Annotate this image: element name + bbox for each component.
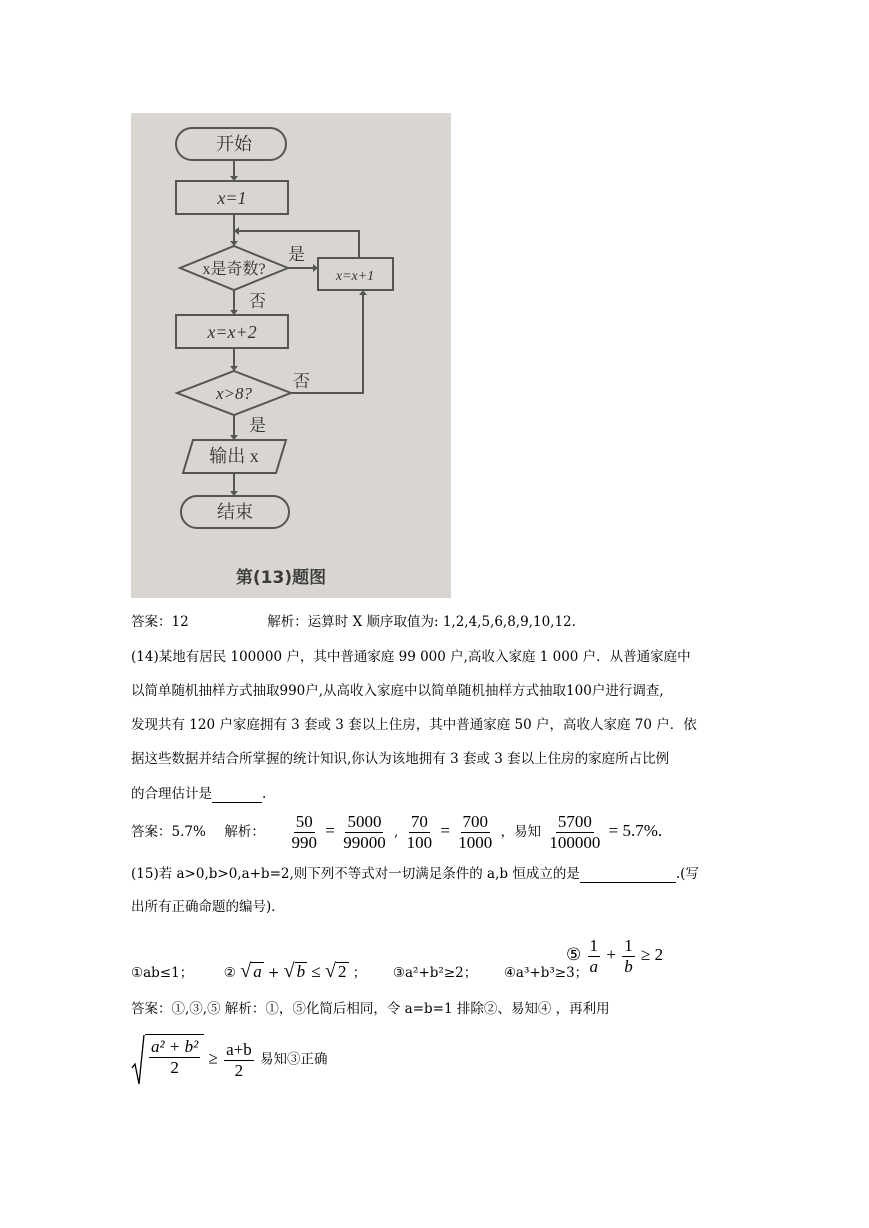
- no1-label: 否: [249, 292, 266, 311]
- yes2-label: 是: [249, 416, 266, 435]
- fraction-70-100: $\frac{70}{100}$: [406, 812, 433, 852]
- equals-2: =: [440, 821, 450, 840]
- sqrt-2: 2: [338, 962, 347, 981]
- option-1: ①ab≤1；: [131, 965, 194, 981]
- comma-yizhi: ，易知: [500, 824, 542, 840]
- cond2-label: x>8?: [215, 384, 253, 403]
- sqrt-a: a: [253, 962, 262, 981]
- option-4: ④a³+b³≥3；: [503, 965, 589, 981]
- plus-sign-5: +: [606, 945, 616, 964]
- q15-answer-line2: [131, 1034, 328, 1086]
- option-3: ③a²+b²≥2；: [392, 965, 478, 981]
- q13-answer: [131, 613, 576, 631]
- radical-sign: [131, 1034, 145, 1086]
- q14-line4: 据这些数据并结合所掌握的统计知识,你认为该地拥有 3 套或 3 套以上住房的家庭所占比例: [131, 751, 670, 767]
- output-label: 输出 x: [209, 446, 259, 466]
- geq-2: ≥ 2: [641, 945, 664, 964]
- q15-line1-text: (15)若 a>0,b>0,a+b=2,则下列不等式对一切满足条件的 a,b 恒成立的是: [131, 866, 580, 882]
- q15-answer-blank: [580, 864, 676, 883]
- fraction-1-a: $\frac{1}{a}$: [589, 936, 599, 976]
- q15-options: [131, 962, 588, 982]
- q14-answer-blank: [212, 784, 262, 803]
- q13-analysis: 解析：运算时 X 顺序取值为: 1,2,4,5,6,8,9,10,12.: [267, 614, 576, 630]
- end-label: 结束: [217, 502, 253, 522]
- q15-answer-line1: 答案：①,③,⑤ 解析：①，⑤化简后相同，令 a=b=1 排除②、易知④ ，再利用: [131, 1001, 610, 1017]
- fraction-a-plus-b: $\frac{a+b}{2}$: [226, 1039, 252, 1080]
- q14-answer: [131, 812, 662, 853]
- q14-line2: 以简单随机抽样方式抽取990户,从高收入家庭中以简单随机抽样方式抽取100户进行调查,: [131, 683, 664, 699]
- side-label: x=x+1: [335, 269, 375, 284]
- q14-line5: [131, 784, 266, 803]
- flowchart-diagram: [131, 113, 451, 598]
- q14-answer-label: 答案：5.7%: [131, 824, 206, 840]
- option-2-label: ②: [223, 965, 236, 981]
- flowchart-figure: [131, 113, 451, 598]
- fraction-700-1000: $\frac{700}{1000}$: [458, 812, 493, 852]
- init-label: x=1: [217, 188, 247, 208]
- q13-answer-label: 答案：12: [131, 614, 189, 630]
- q15-answer-tail: 易知③正确: [260, 1051, 328, 1068]
- q15-line1: [131, 864, 699, 883]
- figure-caption: 第(13)题图: [235, 568, 327, 588]
- option-5: [566, 936, 663, 977]
- leq-sign: ≤: [311, 962, 321, 981]
- sqrt-fraction: $\frac{\text{a² + b²}}{2}$: [145, 1034, 204, 1086]
- q15-line1-end: .(写: [675, 866, 699, 882]
- yes1-label: 是: [288, 245, 305, 264]
- q14-line5-end: .: [262, 786, 267, 802]
- fraction-5000-99000: $\frac{5000}{99000}$: [343, 812, 386, 852]
- no2-label: 否: [293, 372, 310, 391]
- fraction-1-b: $\frac{1}{b}$: [624, 936, 633, 976]
- option-2: ② √ a + √ b ≤ √ 2 ；: [223, 960, 367, 982]
- sqrt-b: b: [296, 962, 306, 981]
- fraction-50-990: $\frac{50}{990}$: [291, 812, 317, 852]
- q14-line1: (14)某地有居民 100000 户，其中普通家庭 99 000 户,高收入家庭 1 000 户．从普通家庭中: [131, 649, 691, 665]
- equals-1: =: [325, 821, 335, 840]
- start-label: 开始: [216, 134, 252, 154]
- plus-sign: +: [267, 965, 280, 981]
- q14-line3: 发现共有 120 户家庭拥有 3 套或 3 套以上住房，其中普通家庭 50 户，高收人家庭 70 户．依: [131, 717, 697, 733]
- comma-1: ,: [393, 824, 399, 840]
- step-label: x=x+2: [207, 322, 257, 342]
- result-5-7: = 5.7%.: [608, 821, 663, 840]
- sqrt-expression: [131, 1034, 204, 1086]
- option-2-end: ；: [352, 965, 367, 981]
- cond1-label: x是奇数?: [202, 261, 266, 278]
- q14-line5-text: 的合理估计是: [131, 786, 212, 802]
- q15-line2: 出所有正确命题的编号)．: [131, 899, 285, 915]
- option-5-label: ⑤: [566, 945, 582, 964]
- fraction-5700-100000: $\frac{5700}{100000}$: [549, 812, 601, 852]
- q14-analysis-label: 解析：: [224, 824, 265, 840]
- geq-sign: ≥: [208, 1048, 218, 1068]
